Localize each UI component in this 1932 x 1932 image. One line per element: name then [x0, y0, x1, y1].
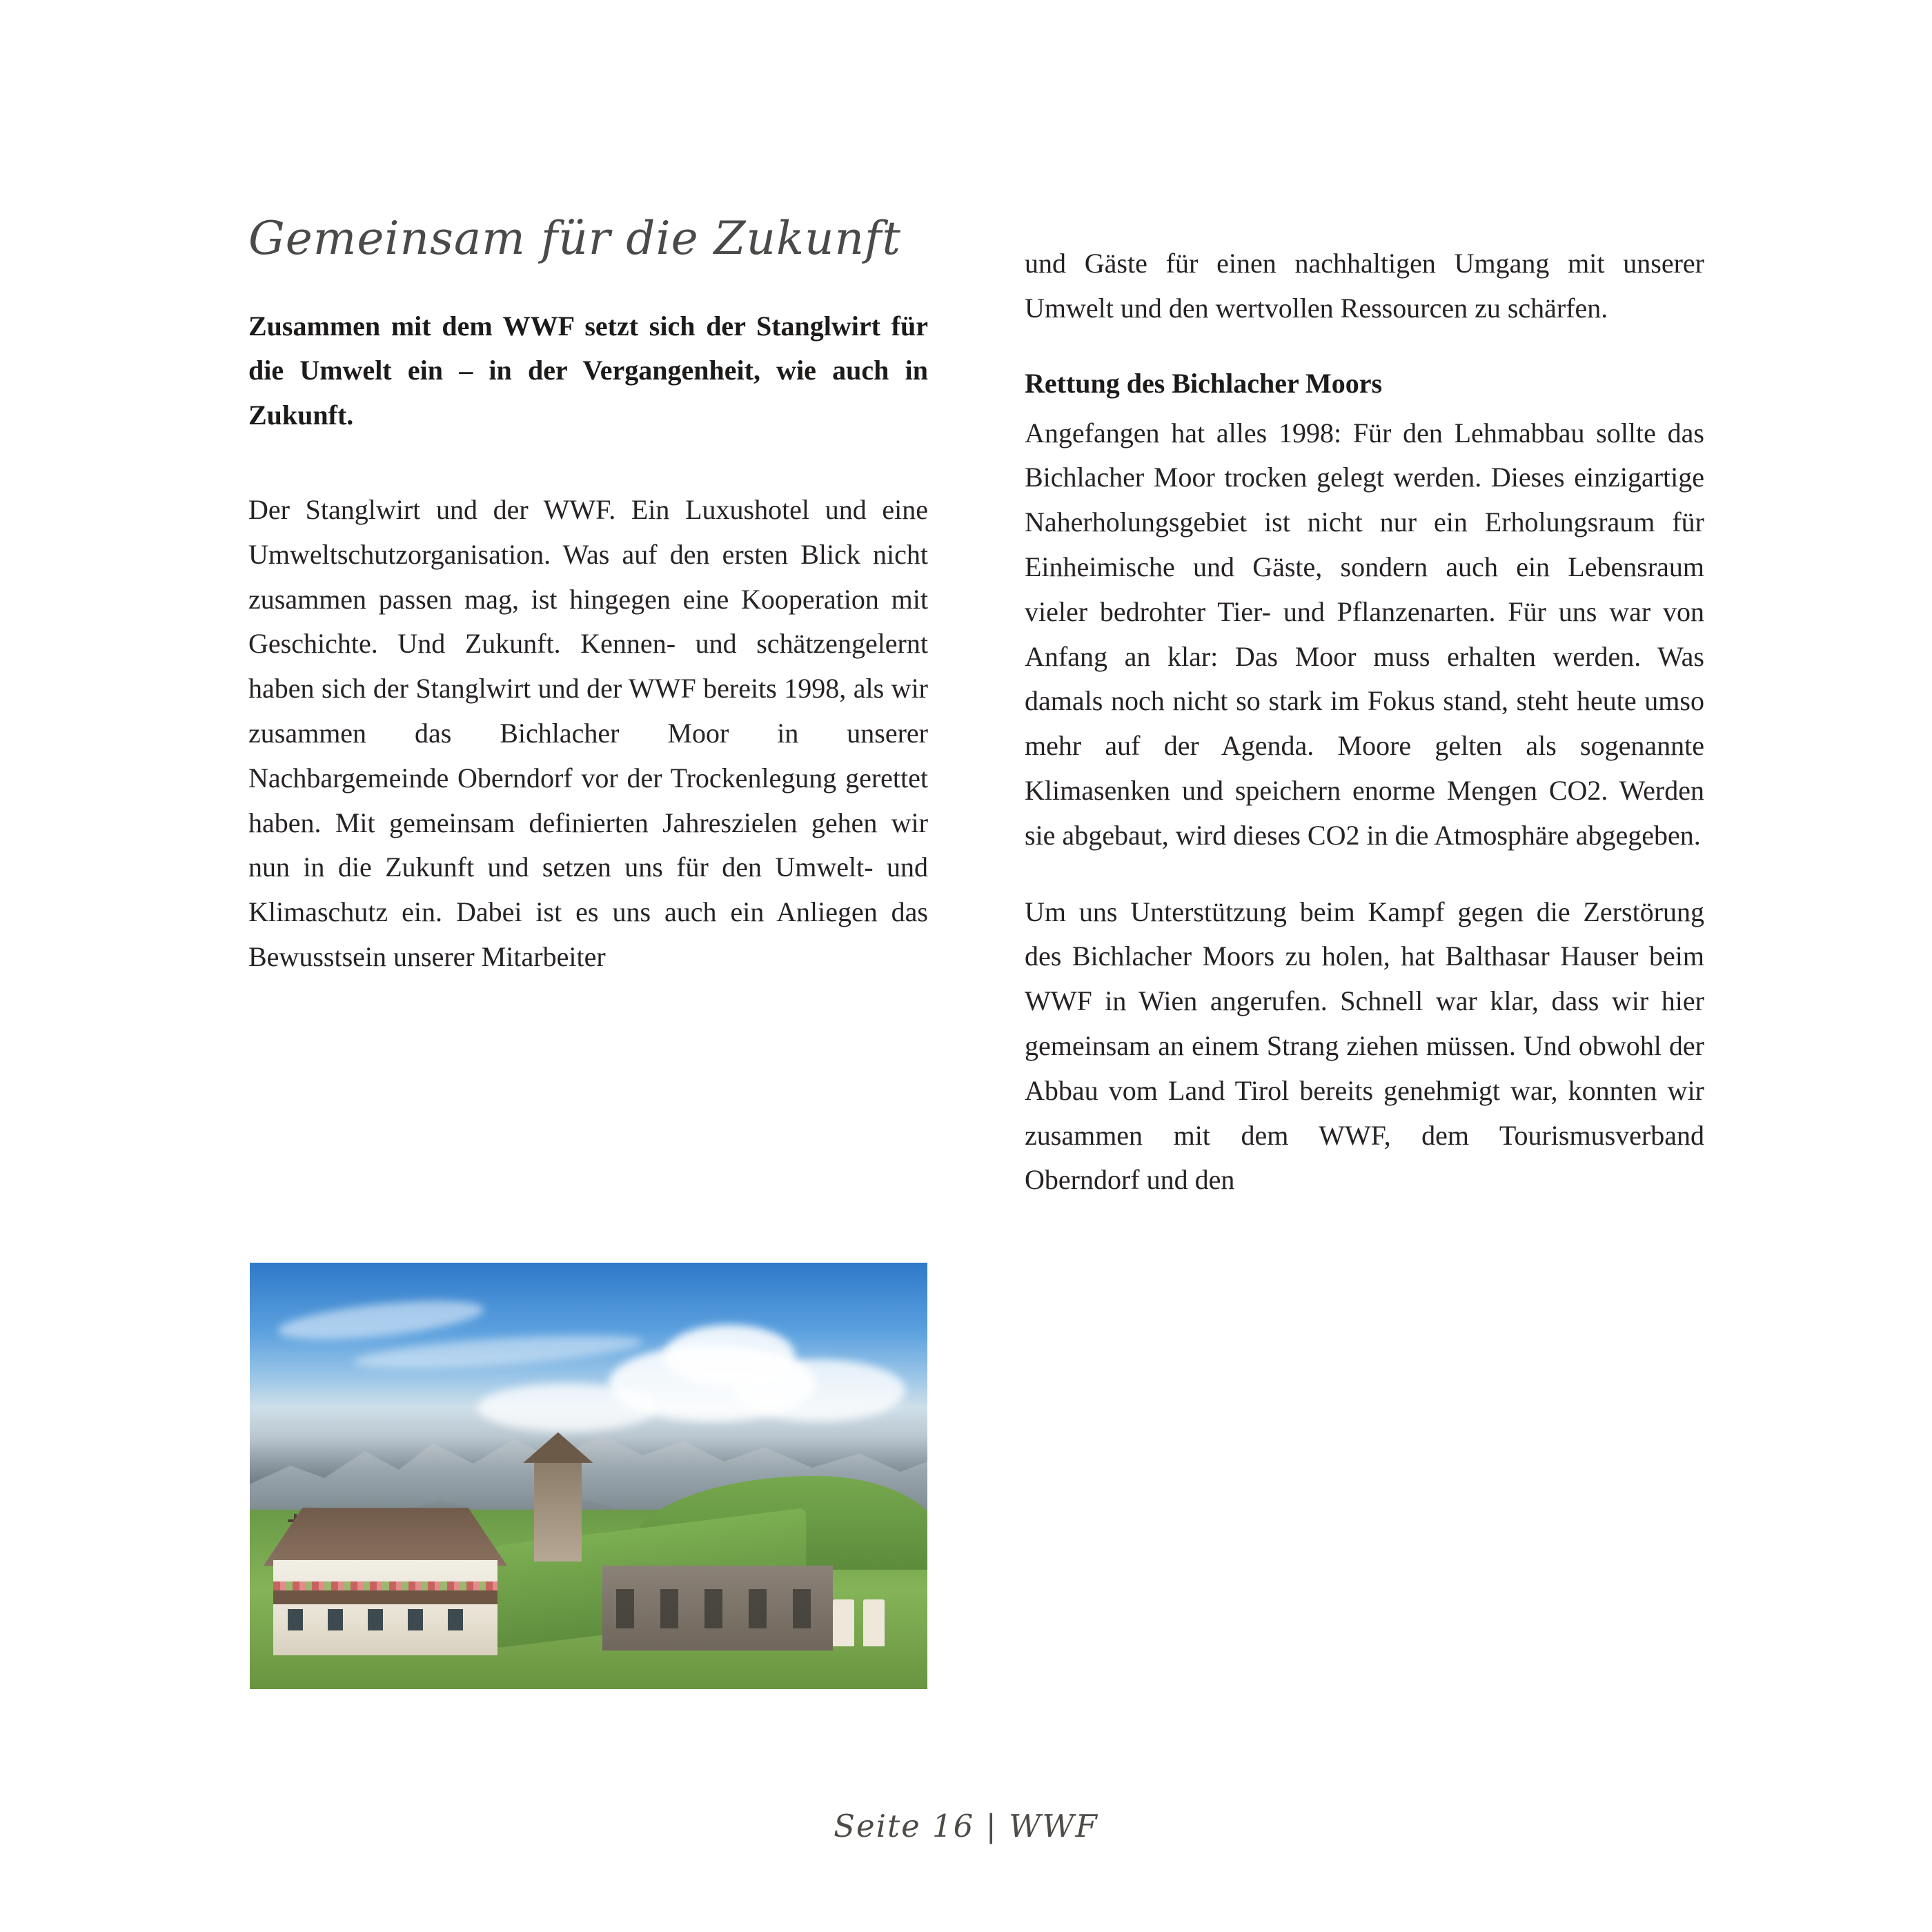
cloud-icon: [733, 1359, 905, 1421]
right-column: [1025, 214, 1704, 1234]
right-body-paragraph-2: Um uns Unterstützung beim Kampf gegen die Zerstörung des Bichlacher Moors zu holen, hat Balthasar Hauser beim WWF in Wien angerufen. Schnell war klar, dass wir hier gemeinsam an einem Strang ziehen müssen. Und obwohl der Abbau vom Land Tirol bereits genehmigt war, konnten wir zusammen mit dem WWF, dem Tourismusverband Oberndorf und den: [1025, 896, 1704, 1196]
stone-building: [602, 1566, 833, 1651]
right-body-paragraph-1: Angefangen hat alles 1998: Für den Lehmabbau sollte das Bichlacher Moor trocken gelegt werden. Dieses einzigartige Naherholungsgebiet ist nicht nur ein Erholungsraum für Einheimische und Gäste, sondern auch ein Lebensraum vieler bedrohter Tier- und Pflanzenarten. Für uns war von Anfang an klar: Das Moor muss erhalten werden. Was damals noch nicht so stark im Fokus stand, steht heute umso mehr auf der Agenda. Moore gelten als sogenannte Klimasenken und speichern enorme Mengen CO2. Werden sie abgebaut, wird dieses CO2 in die Atmosphäre abgegeben.: [1025, 417, 1704, 851]
photo-scene: [250, 1263, 927, 1689]
left-body-paragraph: Der Stanglwirt und der WWF. Ein Luxushotel und eine Umweltschutzorganisation. Was auf den ersten Blick nicht zusammen passen mag, ist hingegen eine Kooperation mit Geschichte. Und Zukunft. Kennen- und schätzengelernt haben sich der Stanglwirt und der WWF bereits 1998, als wir zusammen das Bichlacher Moor in unserer Nachbargemeinde Oberndorf vor der Trockenlegung gerettet haben. Mit gemeinsam definierten Jahreszielen gehen wir nun in die Zukunft und setzen uns für den Umwelt- und Klimaschutz ein. Dabei ist es uns auch ein Anliegen das Bewusstsein unserer Mitarbeiter: [248, 493, 928, 972]
windows: [288, 1609, 483, 1630]
section-subheading: Rettung des Bichlacher Moors: [1025, 367, 1383, 399]
page-footer: Seite 16 | WWF: [834, 1808, 1098, 1844]
balcony: [273, 1590, 497, 1604]
left-column: [248, 214, 928, 1234]
farmhouse: [264, 1501, 508, 1655]
farmhouse-roof: [264, 1501, 508, 1566]
tower: [534, 1459, 582, 1561]
page-title: Gemeinsam für die Zukunft: [248, 212, 902, 265]
cloud-icon: [276, 1293, 485, 1346]
farmhouse-facade: [273, 1560, 497, 1655]
parasol: [833, 1599, 854, 1646]
cloud-icon: [353, 1328, 644, 1374]
cloud-icon: [477, 1383, 657, 1432]
two-column-layout: [248, 214, 1704, 1234]
article-photo: [250, 1263, 927, 1689]
right-continuation-paragraph: und Gäste für einen nachhaltigen Umgang mit unserer Umwelt und den wertvollen Ressourcen zu schärfen.: [1025, 248, 1704, 324]
parasol: [863, 1599, 885, 1646]
lead-paragraph: Zusammen mit dem WWF setzt sich der Stanglwirt für die Umwelt ein – in der Vergangenheit, wie auch in Zukunft.: [248, 310, 928, 431]
